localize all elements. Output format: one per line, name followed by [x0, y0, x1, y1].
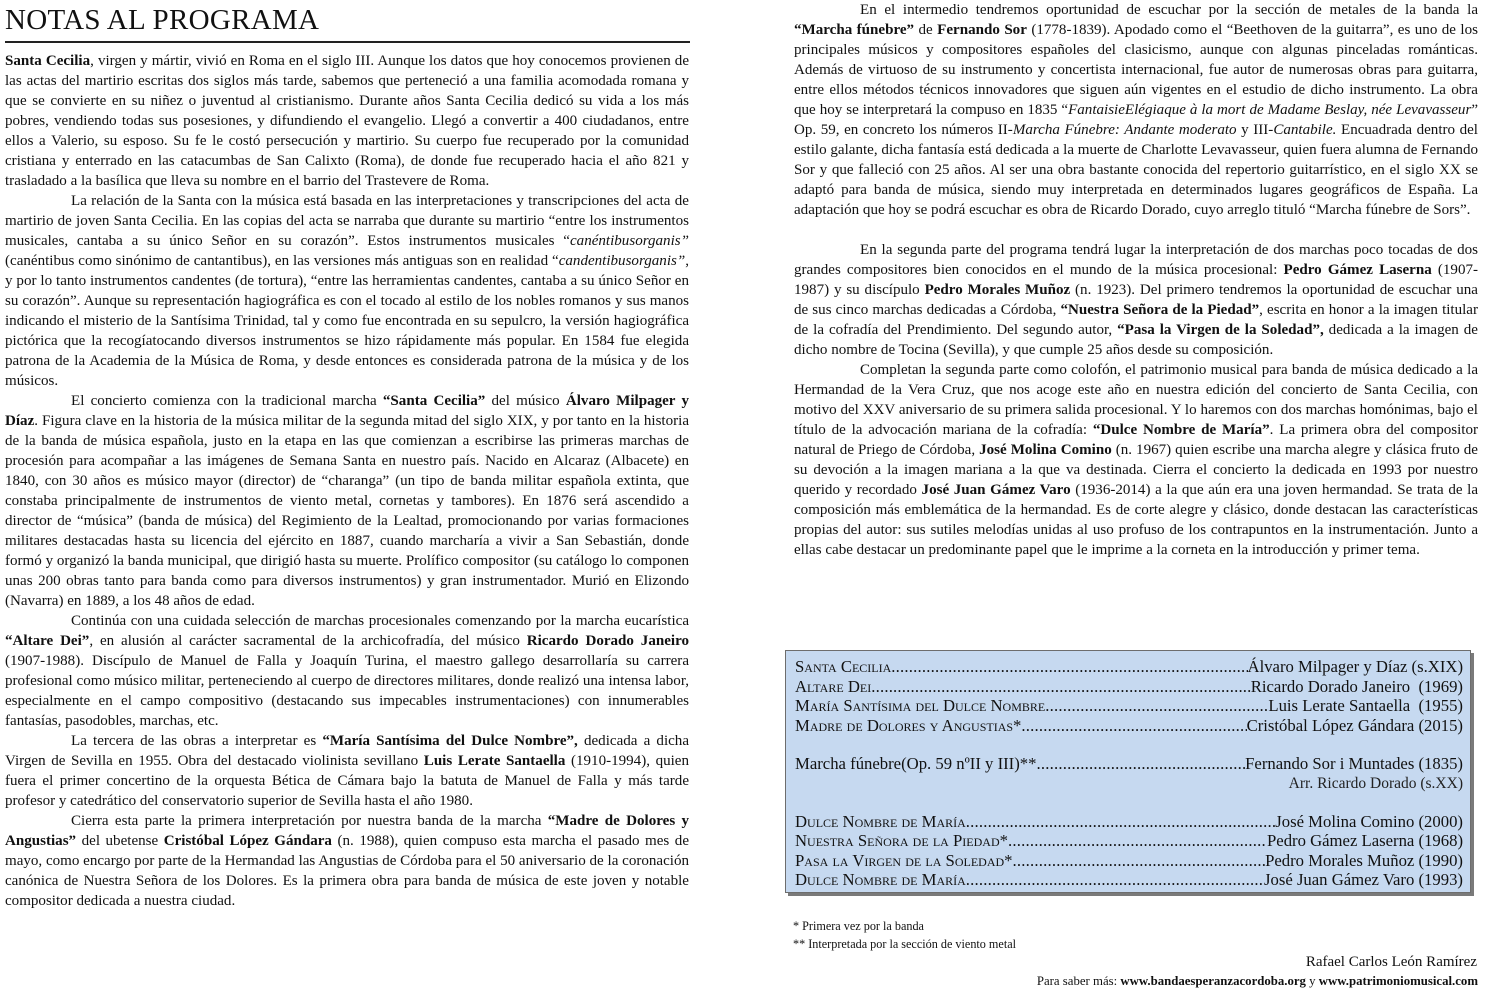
- piece-title: Pasa la Virgen de la Soledad*: [795, 850, 1013, 870]
- dot-leader: [1045, 696, 1268, 716]
- program-item: [795, 870, 1463, 890]
- text: En el intermedio tendremos oportunidad de escuchar por la sección de metales de la banda la: [860, 2, 1478, 18]
- paragraph-marcha-funebre: [794, 0, 1478, 220]
- bold-text: “Madre de Dolores y Angustias”: [5, 813, 690, 849]
- italic-text: Marcha Fúnebre: Andante moderato: [1012, 122, 1237, 138]
- bold-text: “Nuestra Señora de la Piedad”: [1060, 302, 1260, 318]
- more-info-connector: y: [1305, 974, 1319, 988]
- text: . La primera obra del compositor natural de Priego de Córdoba,: [794, 422, 1478, 458]
- piece-title: Santa Cecilia: [795, 657, 892, 676]
- bold-text: “Marcha fúnebre”: [794, 22, 915, 38]
- bold-text: Ricardo Dorado Janeiro: [526, 633, 690, 649]
- italic-text: Cantabile.: [1273, 122, 1337, 138]
- paragraph-dulce-nombre-lerate: [5, 731, 689, 811]
- dot-leader: [1013, 851, 1266, 871]
- text: del ubetense: [76, 833, 164, 849]
- program-item: [795, 716, 1463, 736]
- left-column: [5, 0, 689, 911]
- paragraph-colophon: [794, 360, 1478, 560]
- bold-text: Cristóbal López Gándara: [163, 833, 332, 849]
- piece-composer: José Juan Gámez Varo (1993): [1264, 870, 1463, 889]
- text: (1907-1988). Discípulo de Manuel de Falla y Joaquín Turina, el maestro gallego desarrollaría su carrera profesional como músico militar, perteneciendo al cuerpo de directores militares, donde realizó una intensa labor, especialmente en el campo compositivo (destacando sus impecables instrumentaciones) con innumerables fantasías, pasodobles, marchas, etc.: [5, 653, 689, 729]
- dot-leader: [1008, 831, 1267, 851]
- dot-leader: [1021, 716, 1246, 736]
- paragraph-gap: [794, 220, 1478, 240]
- paragraph-madre-de-dolores: [5, 811, 689, 911]
- bold-text: José Juan Gámez Varo: [921, 482, 1071, 498]
- program-spacer: [795, 735, 1463, 754]
- author-signature: Rafael Carlos León Ramírez: [1305, 954, 1477, 970]
- text: Cierra esta parte la primera interpretación por nuestra banda de la marcha: [71, 813, 548, 829]
- piece-title: Madre de Dolores y Angustias*: [795, 715, 1022, 735]
- footnote-first-time: * Primera vez por la banda: [793, 919, 924, 933]
- piece-composer: Pedro Morales Muñoz (1990): [1265, 850, 1463, 870]
- program-listing-box: [785, 650, 1471, 893]
- italic-text: canéntibusorganis”: [570, 233, 689, 249]
- footnote-brass-section: ** Interpretada por la sección de viento metal: [793, 936, 1017, 951]
- text: Continúa con una cuidada selección de marchas procesionales comenzando por la marcha eucarística: [71, 613, 689, 629]
- piece-title: Altare Dei: [795, 676, 872, 696]
- piece-composer: Ricardo Dorado Janeiro (1969): [1250, 676, 1463, 696]
- text: de: [914, 22, 938, 38]
- paragraph-altare-dei: [5, 611, 689, 731]
- program-item: [795, 851, 1463, 871]
- bold-text: Pedro Morales Muñoz: [924, 282, 1071, 298]
- piece-title: Nuestra Señora de la Piedad*: [795, 831, 1008, 850]
- program-item: [795, 657, 1463, 677]
- footnotes: [793, 918, 1016, 953]
- program-item: [795, 696, 1463, 716]
- piece-composer: Luis Lerate Santaella (1955): [1268, 696, 1463, 715]
- text: Encuadrada dentro del estilo galante, dicha fantasía está dedicada a la muerte de Charlotte Levavasseur, quien fuera alumna de Fernando Sor y que falleció con 25 años. Al ser una obra bastante conocida del repertorio guitarrístico, en el siglo XX se adaptó para banda de música, siendo muy interpretada en determinados lugares geográficos de España. La adaptación que hoy se podrá escuchar es obra de Ricardo Dorado, cuyo arreglo tituló “Marcha fúnebre de Sors”.: [794, 122, 1478, 218]
- piece-title: Marcha fúnebre(Op. 59 nºII y III)**: [795, 754, 1037, 773]
- bold-text: Luis Lerate Santaella: [423, 753, 566, 769]
- paragraph-santa-cecilia-march: [5, 391, 689, 611]
- bold-text: José Molina Comino: [979, 442, 1112, 458]
- dot-leader: [891, 657, 1247, 677]
- bold-text: Álvaro Milpager y Díaz: [5, 393, 689, 429]
- bold-text: Santa Cecilia: [5, 53, 91, 69]
- program-item: [795, 831, 1463, 851]
- text: ” Op. 59, en concreto los números II-: [794, 102, 1478, 138]
- more-info-label: Para saber más:: [1036, 974, 1121, 988]
- text: . Figura clave en la historia de la música militar de la segunda mitad del siglo XIX, y por tanto en la historia de la banda de música española, justo en la etapa en las que comienzan a escribirse las primeras marchas de procesión para acompañar a las imágenes de Semana Santa en nuestro país. Nacido en Alcaraz (Albacete) en 1840, con 30 años es músico mayor (director) de “charanga” (un tipo de banda militar española extinta, que constaba principalmente de instrumentos de viento metal, cornetas y tambores). En 1876 será ascendido a director de “música” (banda de música) del Regimiento de la Lealtad, promocionando por varias formaciones militares destacadas hasta su licencia del ejército en 1887, cuando marcharía a vivir a San Sebastián, donde formó y organizó la banda municipal, que dirigió hasta su muerte. Prolífico compositor (su catálogo lo componen unas 200 obras tanto para banda como para diversos instrumentos) y gran instrumentador. Murió en Elizondo (Navarra) en 1889, a los 48 años de edad.: [5, 413, 689, 609]
- text: (n. 1988), quien compuso esta marcha el pasado mes de mayo, como encargo por parte de la Hermandad las Angustias de Córdoba para el 50 aniversario de la coronación canónica de Nuestra Señora de los Dolores. Es la primera obra para banda de música de este joven y notable compositor dedicada a nuestra ciudad.: [5, 833, 690, 909]
- title-divider: [5, 41, 690, 43]
- italic-text: FantaisieElégiaque à la mort de Madame Beslay, née Levavasseur: [1068, 102, 1472, 118]
- program-item: [795, 677, 1463, 697]
- paragraph-music-relation: [5, 191, 689, 391]
- text: Completan la segunda parte como colofón, el patrimonio musical para banda de música dedicado a la Hermandad de la Vera Cruz, que nos acoge este año en nuestra edición del concierto de Santa Cecilia, con motivo del XXV aniversario de su primera salida procesional. Y lo haremos con dos marchas homónimas, bajo el título de la advocación mariana de la cofradía:: [794, 362, 1478, 438]
- piece-composer: José Molina Comino (2000): [1275, 811, 1463, 831]
- dot-leader: [871, 677, 1251, 697]
- text: dedicada a dicha Virgen de Sevilla en 1955. Obra del destacado violinista sevillano: [5, 733, 690, 769]
- text: El concierto comienza con la tradicional marcha: [71, 393, 383, 409]
- text: , en alusión al carácter sacramental de la archicofradía, del músico: [89, 633, 527, 649]
- link-banda-esperanza[interactable]: www.bandaesperanzacordoba.org: [1120, 974, 1306, 988]
- piece-title: María Santísima del Dulce Nombre: [795, 696, 1046, 715]
- piece-title: Dulce Nombre de María: [795, 811, 966, 831]
- text: (1778-1839). Apodado como el “Beethoven de la guitarra”, es uno de los principales músicos y compositores españoles del clasicismo, aunque con algunas pinceladas románticas. Además de virtuoso de su instrumento y concertista internacional, fue autor de numerosas obras para guitarra, entre ellos métodos técnicos innovadores que siguen aún vigentes en el estudio de dicho instrumento. La obra que hoy se interpretará la compuso en 1835 “: [794, 22, 1478, 118]
- text: (1910-1994), quien fuera el primer concertino de la orquesta Bética de Cámara bajo la batuta de Manuel de Falla y más tarde profesor y catedrático del conservatorio superior de Sevilla hasta el año 1980.: [5, 753, 690, 809]
- text: (1907-1987) y su discípulo: [794, 262, 1478, 298]
- piece-composer: Álvaro Milpager y Díaz (s.XIX): [1247, 657, 1463, 676]
- text: (n. 1967) quien escribe una marcha alegre y clásica fruto de su devoción a la imagen mariana a la que va destinada. Cierra el concierto la dedicada en 1993 por nuestro querido y recordado: [794, 442, 1478, 498]
- text: del músico: [485, 393, 566, 409]
- piece-composer: Pedro Gámez Laserna (1968): [1267, 831, 1463, 850]
- piece-title: Dulce Nombre de María: [795, 870, 966, 889]
- bold-text: Fernando Sor: [937, 22, 1027, 38]
- bold-text: “Altare Dei”: [5, 633, 90, 649]
- paragraph-santa-cecilia-bio: [5, 51, 689, 191]
- text: , escrita en honor a la imagen titular de la cofradía del Prendimiento. Del segundo autor,: [794, 302, 1478, 338]
- text: dedicada a la imagen de dicho nombre de Tocina (Sevilla), y que cumple 25 años desde su composición.: [794, 322, 1478, 358]
- text: La tercera de las obras a interpretar es: [71, 733, 323, 749]
- page-title: NOTAS AL PROGRAMA: [5, 4, 320, 36]
- bold-text: “Pasa la Virgen de la Soledad”,: [1117, 322, 1324, 338]
- text: , virgen y mártir, vivió en Roma en el siglo III. Aunque los datos que hoy conocemos provienen de las actas del martirio escritas dos siglos más tarde, sabemos que perteneció a una familia acomodada romana y que se convierte en su niñez o juventud al cristianismo. Durante años Santa Cecilia dedicó su vida a los más pobres, vendiendo todas sus posesiones, y difundiendo el evangelio. Llegó a convertir a 400 ciudadanos, entre ellos a Valerio, su esposo. Su fe le costó persecución y martirio. Su cuerpo fue recuperado por la comunidad cristiana y enterrado en las catacumbas de San Calixto (Roma), de donde fue recuperado hacia el año 821 y trasladado a la basílica que lleva su nombre en el barrio del Trastevere de Roma.: [5, 53, 689, 189]
- piece-arrangement: Arr. Ricardo Dorado (s.XX): [1288, 774, 1463, 792]
- text: y III-: [1236, 122, 1274, 138]
- text: En la segunda parte del programa tendrá lugar la interpretación de dos marchas poco tocadas de dos grandes compositores bien conocidos en el mundo de la música procesional:: [794, 242, 1478, 278]
- bold-text: “Dulce Nombre de María”: [1092, 422, 1270, 438]
- text: , y por lo tanto instrumentos candentes (de tortura), “entre las herramientas candentes, cantaba a su único Señor en su corazón”. Aunque su representación hagiográfica es con el tocado al estilo de los nobles romanos y sus manos indicando el misterio de la Santísima Trinidad, tal y como fue encontrada en su sepulcro, la versión hagiográfica pictórica que la recogíatocando diversos instrumentos se hizo rápidamente más popular. En 1584 fue elegida patrona de la Academia de la Música de Roma, y desde entonces es considerada patrona de la música y de los músicos.: [5, 253, 689, 389]
- more-info-line: [1037, 973, 1478, 989]
- bold-text: “Santa Cecilia”: [382, 393, 486, 409]
- piece-composer: Fernando Sor i Muntades (1835): [1245, 754, 1463, 773]
- dot-leader: [1036, 754, 1245, 774]
- paragraph-second-part: [794, 240, 1478, 360]
- bold-text: Pedro Gámez Laserna: [1283, 262, 1432, 278]
- right-column: [794, 0, 1478, 560]
- text: La relación de la Santa con la música está basada en las interpretaciones y transcripciones del acta de martirio de joven Santa Cecilia. En las copias del acta se narraba que durante su martirio “entre los instrumentos musicales, cantaba a su único Señor en su corazón”. Estos instrumentos musicales “: [5, 193, 689, 249]
- piece-composer: Cristóbal López Gándara (2015): [1246, 715, 1463, 735]
- text: (1936-2014) a la que aún era una joven hermandad. Se trata de la composición más emblemática de la hermandad. Es de corte alegre y clásico, donde destacan las características propias del autor: sus sutiles melodías unidas al uso profuso de los contrapuntos en la instrumentación. Junto a ellas cabe destacar un predominante papel que le imprime a la corneta en la introducción y primer tema.: [794, 482, 1479, 558]
- program-spacer: [795, 793, 1463, 812]
- program-item-intermission: [795, 754, 1463, 774]
- program-item: [795, 812, 1463, 832]
- text: (n. 1923). Del primero tendremos la oportunidad de escuchar una de sus cinco marchas dedicadas a Córdoba,: [794, 282, 1478, 318]
- link-patrimonio-musical[interactable]: www.patrimoniomusical.com: [1318, 974, 1478, 988]
- dot-leader: [966, 870, 1264, 890]
- italic-text: candentibusorganis”: [558, 253, 686, 269]
- dot-leader: [966, 812, 1275, 832]
- text: (canéntibus como sinónimo de cantantibus), en las versiones más antiguas son en realidad “: [5, 253, 559, 269]
- bold-text: “María Santísima del Dulce Nombre”,: [322, 733, 578, 749]
